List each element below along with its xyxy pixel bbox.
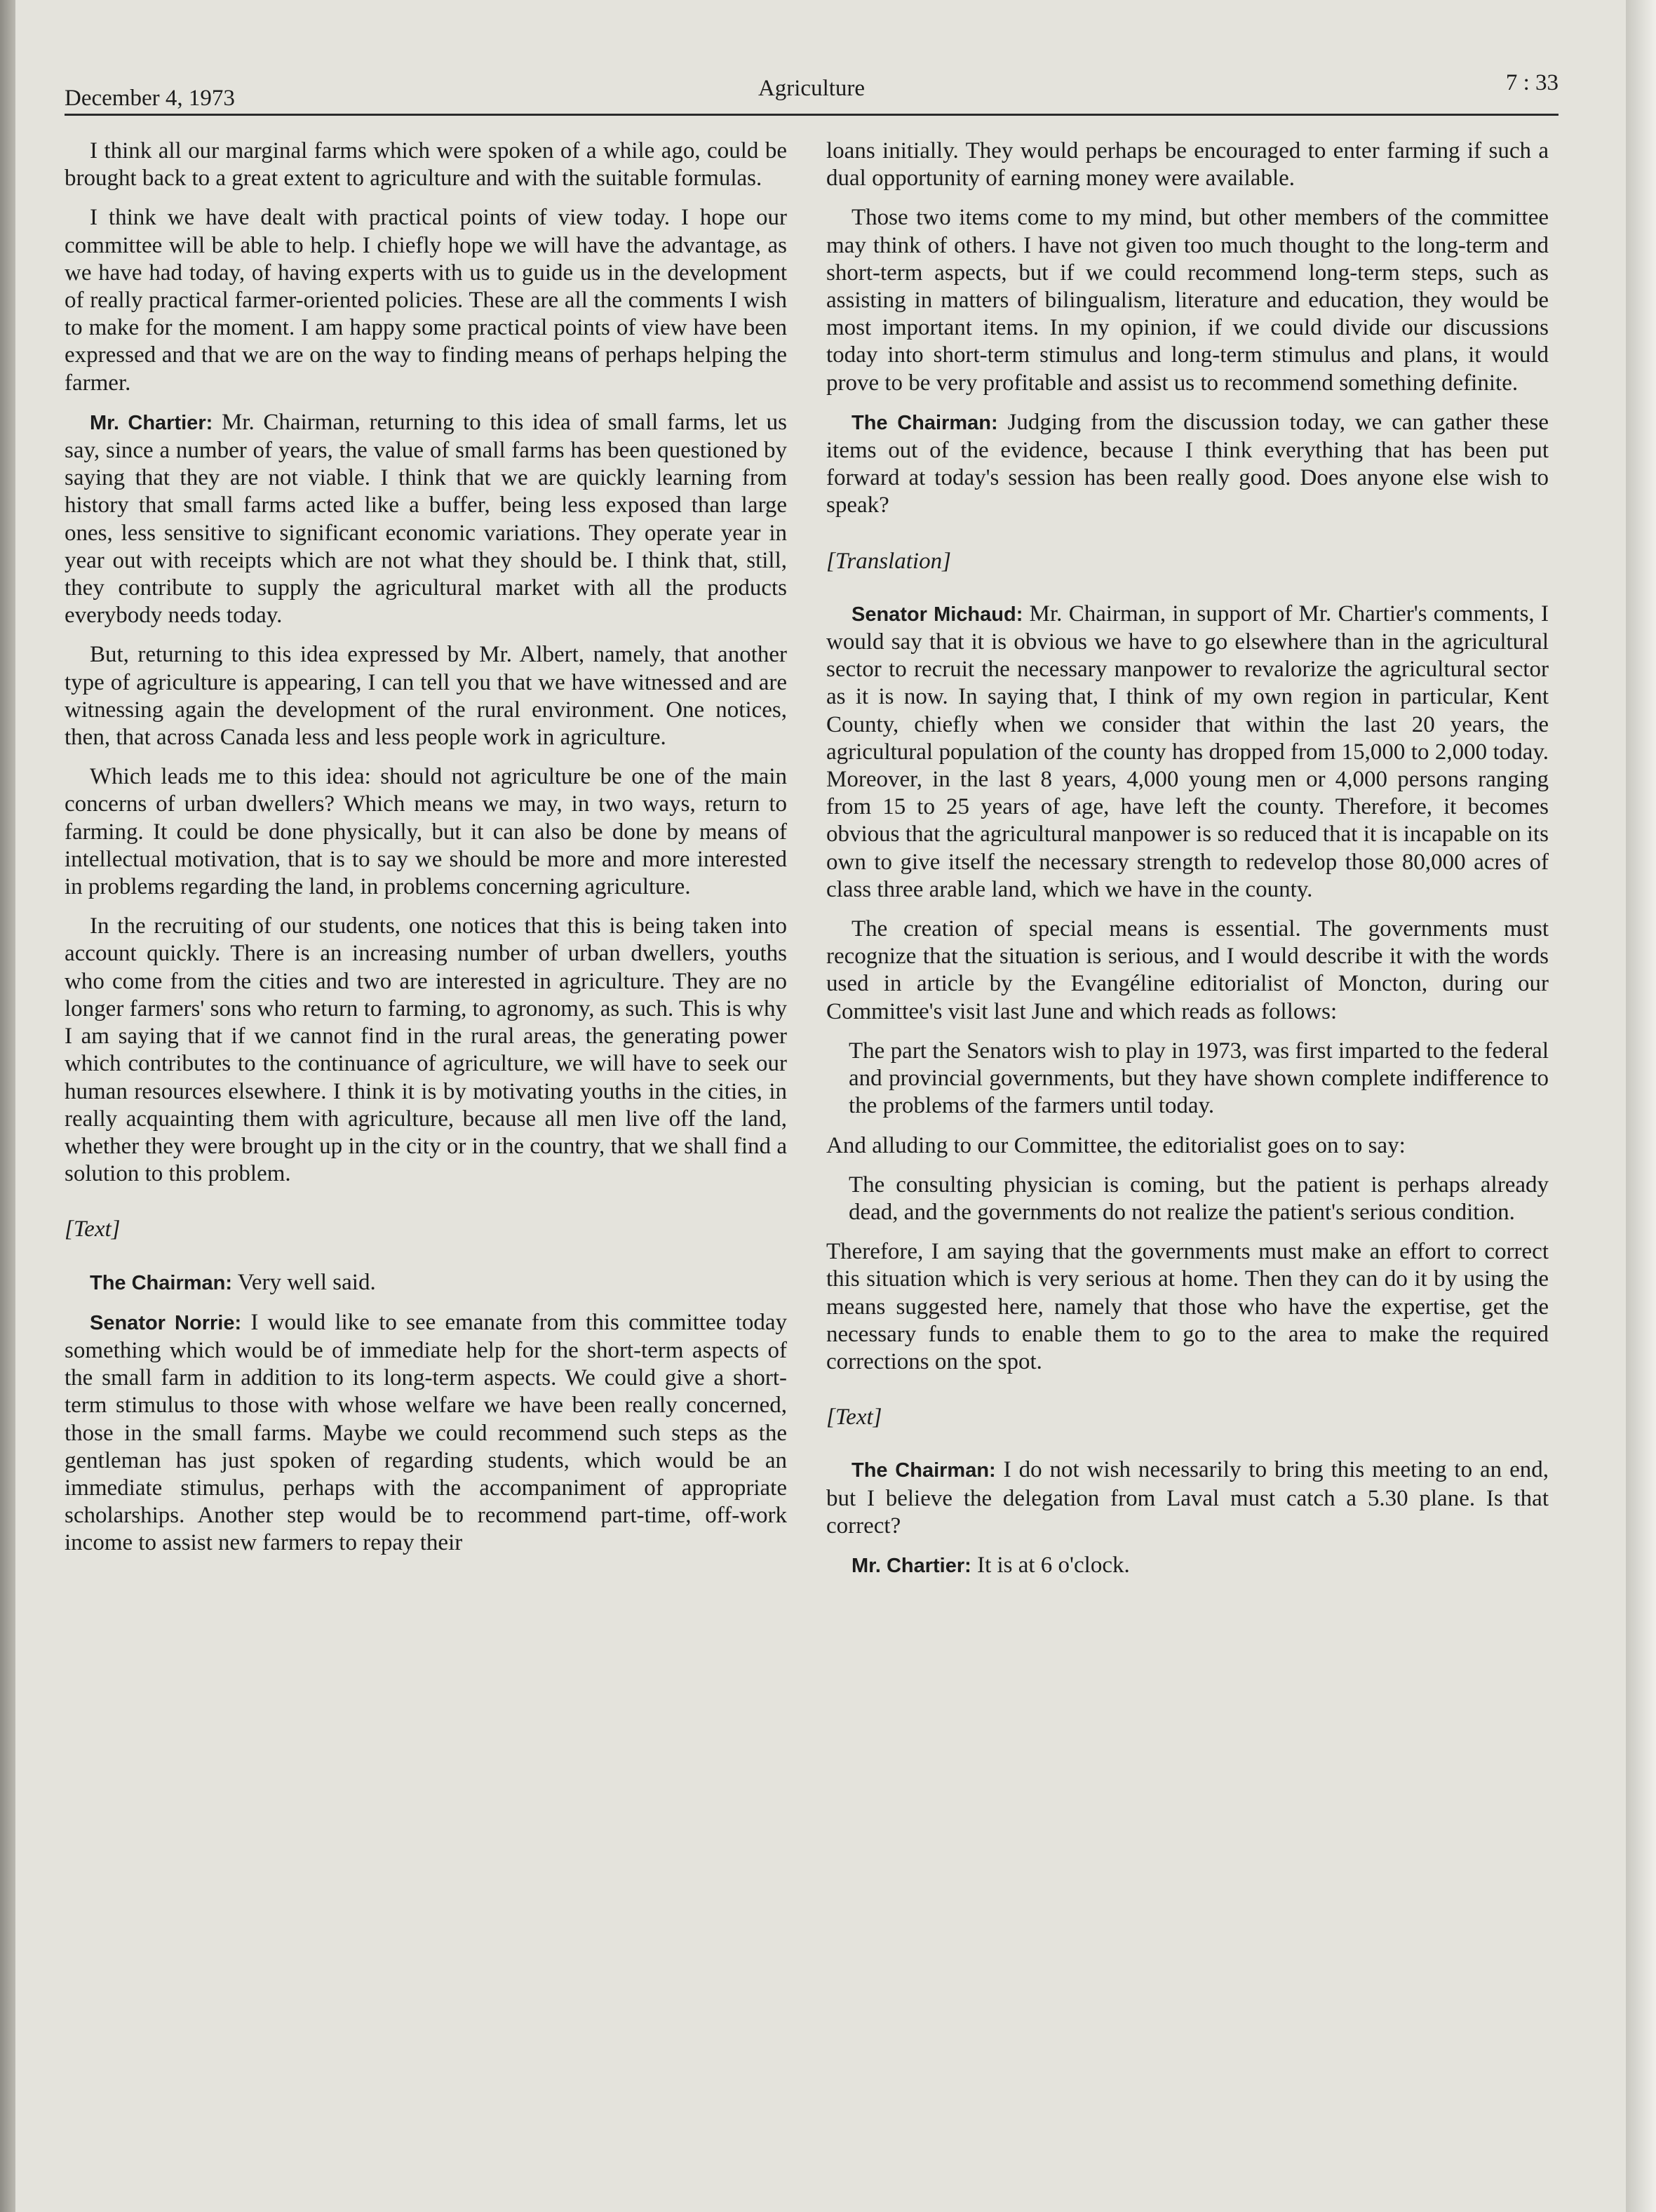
speech-text: I would like to see emanate from this committee today something which would be of immediate help for the short-term aspects of the small farm in addition to its long-term aspects. We could give a short-term stimulus to those with whose welfare we have been really concerned, those in the small farms. Maybe we could recommend such steps as the gentleman has just spoken of regarding students, which would be an immediate stimulus, perhaps with the accompaniment of appropriate scholarships. Another step would be to recommend part-time, off-work income to assist new farmers to repay their: [65, 1309, 787, 1556]
paragraph: But, returning to this idea expressed by Mr. Albert, namely, that another type of agriculture is appearing, I can tell you that we have witnessed and are witnessing again the development of the rural environment. One notices, then, that across Canada less and less people work in agriculture.: [65, 642, 787, 751]
speech-paragraph: [826, 1552, 1549, 1580]
block-quote: The consulting physician is coming, but the patient is perhaps already dead, and the governments do not realize the patient's serious condition.: [849, 1172, 1549, 1225]
header-date: December 4, 1973: [65, 86, 235, 111]
speaker-name: The Chairman:: [90, 1271, 233, 1294]
speech-paragraph: [826, 409, 1549, 520]
language-tag: [Text]: [65, 1216, 121, 1242]
paragraph: In the recruiting of our students, one notices that this is being taken into account quickly. There is an increasing number of urban dwellers, youths who come from the cities and two are interested in agriculture. They are no longer farmers' sons who return to farming, to agronomy, as such. This is why I am saying that if we cannot find in the rural areas, the generating power which contributes to the continuance of agriculture, we will have to seek our human resources elsewhere. I think it is by motivating youths in the cities, in really acquainting them with agriculture, because all men live off the land, whether they were brought up in the city or in the country, that we shall find a solution to this problem.: [65, 913, 787, 1187]
paragraph: Which leads me to this idea: should not agriculture be one of the main concerns of urban dwellers? Which means we may, in two ways, return to farming. It could be done physically, but it can also be done by means of intellectual motivation, that is to say we should be more and more interested in problems regarding the land, in problems concerning agriculture.: [65, 764, 787, 900]
page-edge-shadow: [1626, 0, 1656, 2212]
speech-text: Mr. Chairman, in support of Mr. Chartier's comments, I would say that it is obvious we have to go elsewhere than in the agricultural sector to recruit the necessary manpower to revalorize the agricultural sector as it is now. In saying that, I think of my own region in particular, Kent County, chiefly when we consider that within the last 20 years, the agricultural population of the county has dropped from 15,000 to 2,000 today. Moreover, in the last 8 years, 4,000 young men or 4,000 persons ranging from 15 to 25 years of age, have left the county. Therefore, it becomes obvious that the agricultural manpower is so reduced that it is incapable on its own to give itself the necessary strength to redevelop those 80,000 acres of class three arable land, which we have in the county.: [826, 601, 1549, 902]
speech-paragraph: [65, 409, 787, 630]
paragraph: I think all our marginal farms which were spoken of a while ago, could be brought back to a great extent to agriculture and with the suitable formulas.: [65, 138, 787, 192]
header-page-number: 7 : 33: [1505, 70, 1559, 95]
speaker-name: Mr. Chartier:: [851, 1554, 971, 1577]
document-page: [15, 0, 1629, 2212]
speech-text: I do not wish necessarily to bring this meeting to an end, but I believe the delegation from Laval must catch a 5.30 plane. Is that correct?: [826, 1457, 1549, 1539]
speaker-name: The Chairman:: [851, 1459, 996, 1482]
speech-text: Very well said.: [232, 1269, 376, 1295]
speech-text: It is at 6 o'clock.: [971, 1552, 1130, 1578]
speaker-name: Senator Michaud:: [851, 603, 1023, 626]
paragraph: Those two items come to my mind, but other members of the committee may think of others. I have not given too much thought to the long-term and short-term aspects, but if we could recommend long-term steps, such as assisting in matters of bilingualism, literature and education, they would be most important items. In my opinion, if we could divide our discussions today into short-term stimulus and long-term stimulus and plans, it would prove to be very profitable and assist us to recommend something definite.: [826, 205, 1549, 396]
paragraph: And alluding to our Committee, the editorialist goes on to say:: [826, 1132, 1406, 1158]
block-quote: The part the Senators wish to play in 1973, was first imparted to the federal and provincial governments, but they have shown complete indifference to the problems of the farmers until today.: [849, 1038, 1549, 1119]
language-tag: [Translation]: [826, 548, 951, 574]
page-header: [65, 67, 1559, 116]
speech-paragraph: [826, 601, 1549, 904]
speech-paragraph: [65, 1309, 787, 1557]
speaker-name: Senator Norrie:: [90, 1311, 242, 1334]
speaker-name: Mr. Chartier:: [90, 411, 213, 434]
speech-paragraph: [65, 1269, 787, 1297]
speech-text: Mr. Chairman, returning to this idea of small farms, let us say, since a number of years, the value of small farms has been questioned by saying that they are not viable. I think that we are quickly learning from history that small farms acted like a buffer, being less exposed than large ones, less sensitive to significant economic variations. They operate year in year out with receipts which are not what they should be. I think that, still, they contribute to supply the agricultural market with all the products everybody needs today.: [65, 409, 787, 629]
right-column: [826, 138, 1549, 1592]
language-tag: [Text]: [826, 1405, 882, 1430]
left-column: [65, 138, 787, 1569]
paragraph: I think we have dealt with practical points of view today. I hope our committee will be able to help. I chiefly hope we will have the advantage, as we have had today, of having experts with us to guide us in the development of really practical farmer-oriented policies. These are all the comments I wish to make for the moment. I am happy some practical points of view have been expressed and that we are on the way to finding means of perhaps helping the farmer.: [65, 205, 787, 396]
paragraph: The creation of special means is essential. The governments must recognize that the situation is serious, and I would describe it with the words used in article by the Evangéline editorialist of Moncton, during our Committee's visit last June and which reads as follows:: [826, 916, 1549, 1024]
speech-paragraph: [826, 1456, 1549, 1540]
paragraph: Therefore, I am saying that the governments must make an effort to correct this situation which is very serious at home. Then they can do it by using the means suggested here, namely that those who have the expertise, get the necessary funds to enable them to go to the area to make the required corrections on the spot.: [826, 1239, 1549, 1374]
paragraph-continued: loans initially. They would perhaps be encouraged to enter farming if such a dual opportunity of earning money were available.: [826, 138, 1549, 192]
header-section-title: Agriculture: [758, 76, 866, 101]
speech-text: Judging from the discussion today, we can gather these items out of the evidence, because I think everything that has been put forward at today's session has been really good. Does anyone else wish to speak?: [826, 409, 1549, 518]
speaker-name: The Chairman:: [851, 411, 998, 434]
